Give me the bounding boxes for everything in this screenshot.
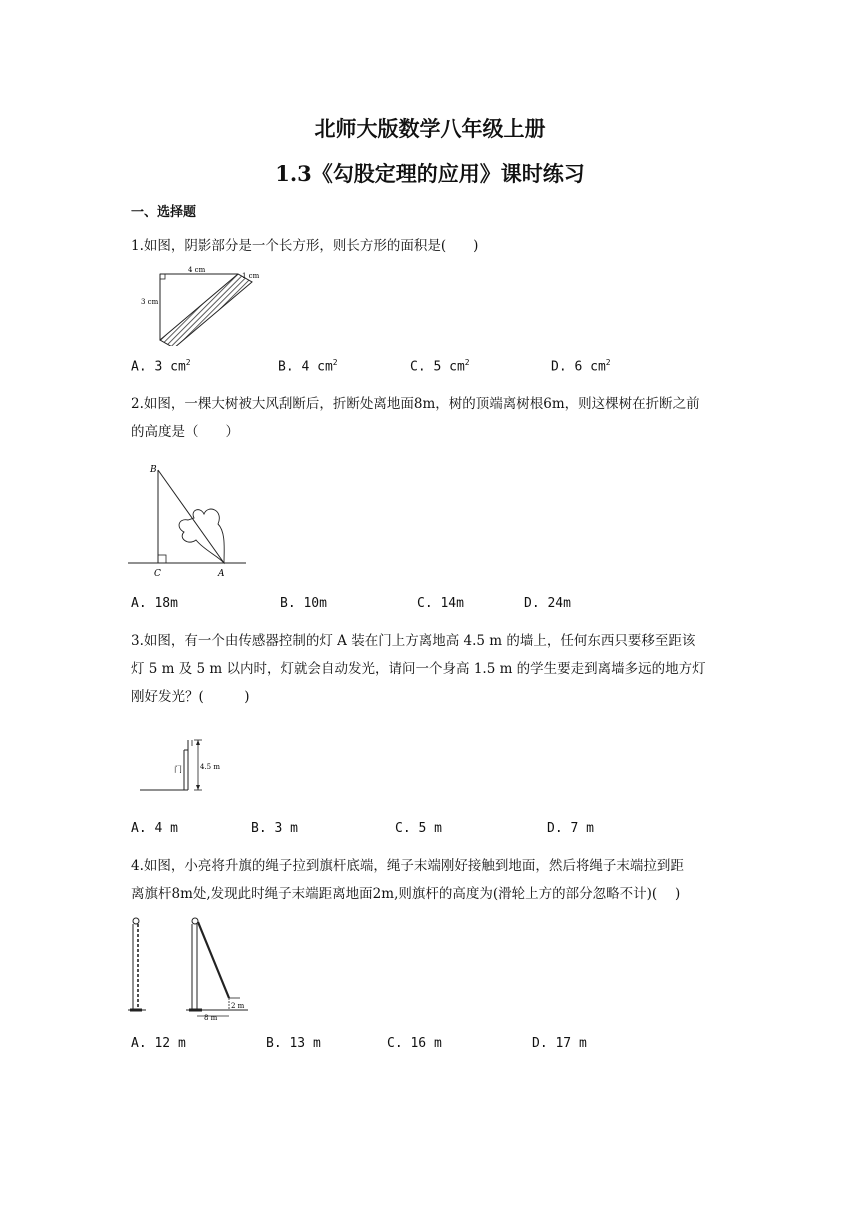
q1-option-c: C. 5 $cm^2$ (410, 358, 470, 375)
q1-label-corner: 1 cm (242, 272, 260, 280)
q2-option-a: A. 18m (131, 596, 178, 611)
q1-option-b: B. 4 $cm^2$ (278, 358, 338, 375)
question-1-text: 1.如图，阴影部分是一个长方形，则长方形的面积是( ) (131, 238, 479, 254)
q2-line-1: 2.如图，一棵大树被大风刮断后，折断处离地面8m，树的顶端离树根6m，则这棵树在折断之前 (131, 396, 700, 412)
q4-label-rise: 2 m (231, 1002, 245, 1010)
q1-option-a: A. 3 $cm^2$ (131, 358, 191, 375)
q1-option-d: D. 6 $cm^2$ (551, 358, 611, 375)
q2-line-2: 的高度是（ ） (131, 424, 239, 440)
question-3-text (131, 627, 771, 711)
q3-label-door: 门 (174, 765, 182, 774)
q3-option-c: C. 5 m (395, 821, 442, 836)
question-1-figure (140, 264, 270, 346)
q3-option-b: B. 3 m (251, 821, 298, 836)
q4-option-a: A. 12 m (131, 1036, 186, 1051)
q4-option-c: C. 16 m (387, 1036, 442, 1051)
document-title: 北师大版数学八年级上册 (314, 116, 546, 141)
question-3-options (131, 821, 771, 841)
q2-option-b: B. 10m (280, 596, 327, 611)
document-subtitle: 1.3《勾股定理的应用》课时练习 (275, 161, 585, 186)
q3-option-d: D. 7 m (547, 821, 594, 836)
q3-option-a: A. 4 m (131, 821, 178, 836)
q3-line-2: 灯 5 m 及 5 m 以内时，灯就会自动发光，请问一个身高 1.5 m 的学生要走到离墙多远的地方灯 (131, 661, 706, 677)
q2-option-d: D. 24m (524, 596, 571, 611)
question-4-text (131, 852, 771, 908)
question-4-figure (128, 912, 258, 1024)
q4-option-b: B. 13 m (266, 1036, 321, 1051)
q2-label-foot: C (154, 569, 161, 578)
q4-label-base: 8 m (204, 1014, 218, 1022)
q4-option-d: D. 17 m (532, 1036, 587, 1051)
question-2-figure (128, 460, 248, 578)
q4-line-2: 离旗杆8m处,发现此时绳子末端距离地面2m,则旗杆的高度为(滑轮上方的部分忽略不计)( ) (131, 886, 681, 902)
question-1-options (131, 358, 771, 378)
q2-label-end: A (218, 569, 225, 578)
q4-line-1: 4.如图，小亮将升旗的绳子拉到旗杆底端，绳子末端刚好接触到地面，然后将绳子末端拉到距 (131, 858, 684, 874)
q1-label-left: 3 cm (141, 298, 159, 306)
q3-label-height: 4.5 m (200, 763, 220, 771)
q2-label-top: B (150, 465, 157, 475)
question-2-text (131, 390, 771, 446)
q3-line-1: 3.如图，有一个由传感器控制的灯 A 装在门上方离地高 4.5 m 的墙上，任何东西只要移至距该 (131, 633, 696, 649)
question-2-options (131, 596, 771, 616)
question-4-options (131, 1036, 771, 1056)
section-title: 一、选择题 (131, 205, 197, 220)
q1-label-top: 4 cm (188, 266, 206, 274)
q2-option-c: C. 14m (417, 596, 464, 611)
q3-line-3: 刚好发光？( ) (131, 689, 250, 705)
question-3-figure (140, 732, 230, 794)
